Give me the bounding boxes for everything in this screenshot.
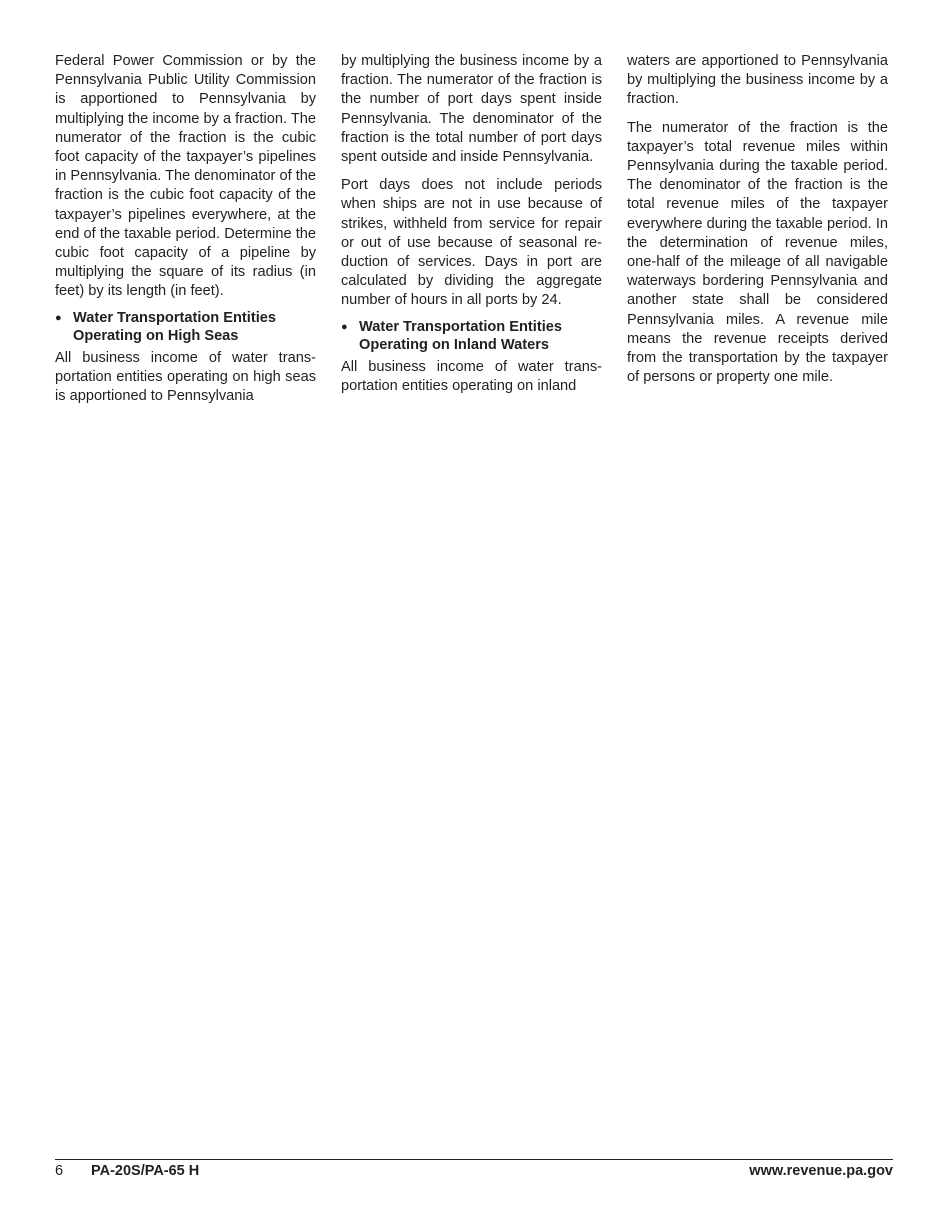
paragraph: Port days does not include periods when ships are not in use because of strikes, withheld from service for repair or out of use because of seasonal reduction of services. Days in port are calculated by dividing the aggregate number of hours in all ports by 24. bbox=[341, 177, 602, 309]
page-number: 6 bbox=[55, 1163, 64, 1179]
page-footer bbox=[55, 1159, 893, 1179]
column-3 bbox=[627, 52, 888, 415]
paragraph: Federal Power Commission or by the Pennsylvania Public Utility Commission is apportioned to Pennsylvania by multiplying the income by a fraction. The numerator of the fraction is the cubic foot capacity of the taxpayer’s pipelines in Pennsylvania. The denominator of the fraction is the cubic foot capacity of the taxpayer’s pipelines everywhere, at the end of the taxable period. Determine the cubic foot capacity of a pipeline by multiplying the square of its radius (in feet) by its length (in feet). bbox=[55, 53, 316, 300]
paragraph: The numerator of the fraction is the taxpayer’s total revenue miles within Pennsylvania during the taxable period. The denominator of the fraction is the total revenue miles of the taxpayer everywhere during the taxable period. In the determination of revenue miles, one-half of the mileage of all navigable waterways bordering Pennsylvania and another state shall be considered Pennsylvania miles. A revenue mile means the revenue receipts derived from the transportation by the taxpayer of persons or property one mile. bbox=[627, 119, 888, 386]
website-url: www.revenue.pa.gov bbox=[749, 1163, 893, 1179]
paragraph: All business income of water transportation entities operating on high seas is apportioned to Pennsylvania bbox=[55, 349, 316, 405]
section-heading-text: Water Transportation Entities Operating on Inland Waters bbox=[359, 318, 562, 354]
bullet-icon: ● bbox=[55, 311, 62, 324]
paragraph: by multiplying the business income by a fraction. The numerator of the fraction is the number of port days spent inside Pennsylvania. The denominator of the fraction is the total number of port days spent outside and inside Pennsylvania. bbox=[341, 53, 602, 166]
paragraph: waters are apportioned to Pennsylvania by multiplying the business income by a fraction. bbox=[627, 53, 888, 108]
column-1 bbox=[55, 52, 316, 415]
text-columns bbox=[55, 52, 888, 415]
paragraph: All business income of water transportation entities operating on inland bbox=[341, 358, 602, 394]
section-heading bbox=[55, 309, 316, 346]
section-heading-text: Water Transportation Entities Operating on High Seas bbox=[73, 309, 276, 345]
section-heading bbox=[341, 318, 602, 355]
form-id: PA-20S/PA-65 H bbox=[91, 1163, 200, 1179]
bullet-icon: ● bbox=[341, 320, 348, 333]
column-2 bbox=[341, 52, 602, 415]
